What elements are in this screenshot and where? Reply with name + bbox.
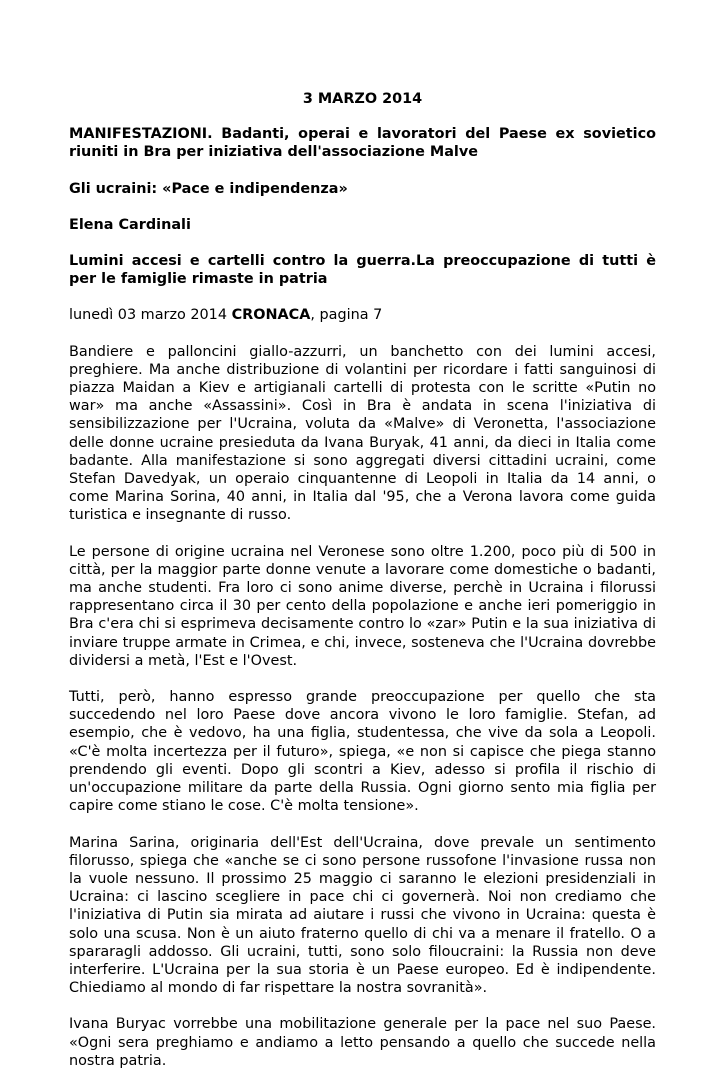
byline-page: , pagina 7 [310,307,383,324]
article-author: Elena Cardinali [69,216,191,233]
document-page [69,90,656,1088]
article-paragraph: Marina Sarina, originaria dell'Est dell'Ucraina, dove prevale un sentimento filorusso, spiega che «anche se ci sono persone russofone l'invasione russa non la vuole nessuno. Il prossimo 25 maggio ci saranno le elezioni presidenziali in Ucraina: ci lascino scegliere in pace chi ci governerà. Noi non crediamo che l'iniziativa di Putin sia mirata ad aiutare i russi che vivono in Ucraina: questa è solo una scusa. Non è un aiuto fraterno quello di chi va a menare il fratello. O a spararagli addosso. Gli ucraini, tutti, sono solo filoucraini: la Russia non deve interferire. L'Ucraina per la sua storia è un Paese europeo. Ed è indipendente. Chiediamo al mondo di far rispettare la nostra sovranità». [69,834,656,997]
article-byline [69,306,656,324]
article-paragraph: Le persone di origine ucraina nel Veronese sono oltre 1.200, poco più di 500 in città, per la maggior parte donne venute a lavorare come domestiche o badanti, ma anche studenti. Fra loro ci sono anime diverse, perchè in Ucraina i filorussi rappresentano circa il 30 per cento della popolazione e anche ieri pomeriggio in Bra c'era chi si esprimeva decisamente contro lo «zar» Putin e la sua iniziativa di inviare truppe armate in Crimea, e chi, invece, sosteneva che l'Ucraina dovrebbe dividersi a metà, l'Est e l'Ovest. [69,543,656,669]
article-paragraph: Ivana Buryac vorrebbe una mobilitazione generale per la pace nel suo Paese. «Ogni sera preghiamo e andiamo a letto pensando a quello che succede nella nostra patria. [69,1016,656,1069]
article-date: 3 MARZO 2014 [302,91,423,107]
article-paragraph: Tutti, però, hanno espresso grande preoccupazione per quello che sta succedendo nel loro Paese dove ancora vivono le loro famiglie. Stefan, ad esempio, che è vedovo, ha una figlia, studentessa, che vive da sola a Leopoli. «C'è molta incertezza per il futuro», spiega, «e non si capisce che piega stanno prendendo gli eventi. Dopo gli scontri a Kiev, adesso si profila il rischio di un'occupazione militare da parte della Russia. Ogni giorno sento mia figlia per capire come stiano le cose. C'è molta tensione». [69,689,656,815]
article-headline: MANIFESTAZIONI. Badanti, operai e lavoratori del Paese ex sovietico riuniti in Bra per iniziativa dell'associazione Malve [69,126,656,161]
article-paragraph: Bandiere e palloncini giallo-azzurri, un banchetto con dei lumini accesi, preghiere. Ma anche distribuzione di volantini per ricordare i fatti sanguinosi di piazza Maidan a Kiev e artigianali cartelli di protesta con le scritte «Putin no war» ma anche «Assassini». Così in Bra è andata in scena l'iniziativa di sensibilizzazione per l'Ucraina, voluta da «Malve» di Veronetta, l'associazione delle donne ucraine presieduta da Ivana Buryak, 41 anni, da dieci in Italia come badante. Alla manifestazione si sono aggregati diversi cittadini ucraini, come Stefan Davedyak, un operaio cinquantenne di Leopoli in Italia da 14 anni, o come Marina Sorina, 40 anni, in Italia dal '95, che a Verona lavora come guida turistica e insegnante di russo. [69,343,656,524]
byline-date: lunedì 03 marzo 2014 [69,307,232,324]
article-subtitle: Lumini accesi e cartelli contro la guerra.La preoccupazione di tutti è per le famiglie rimaste in patria [69,253,656,288]
article-title: Gli ucraini: «Pace e indipendenza» [69,180,348,197]
byline-section: CRONACA [231,307,311,324]
